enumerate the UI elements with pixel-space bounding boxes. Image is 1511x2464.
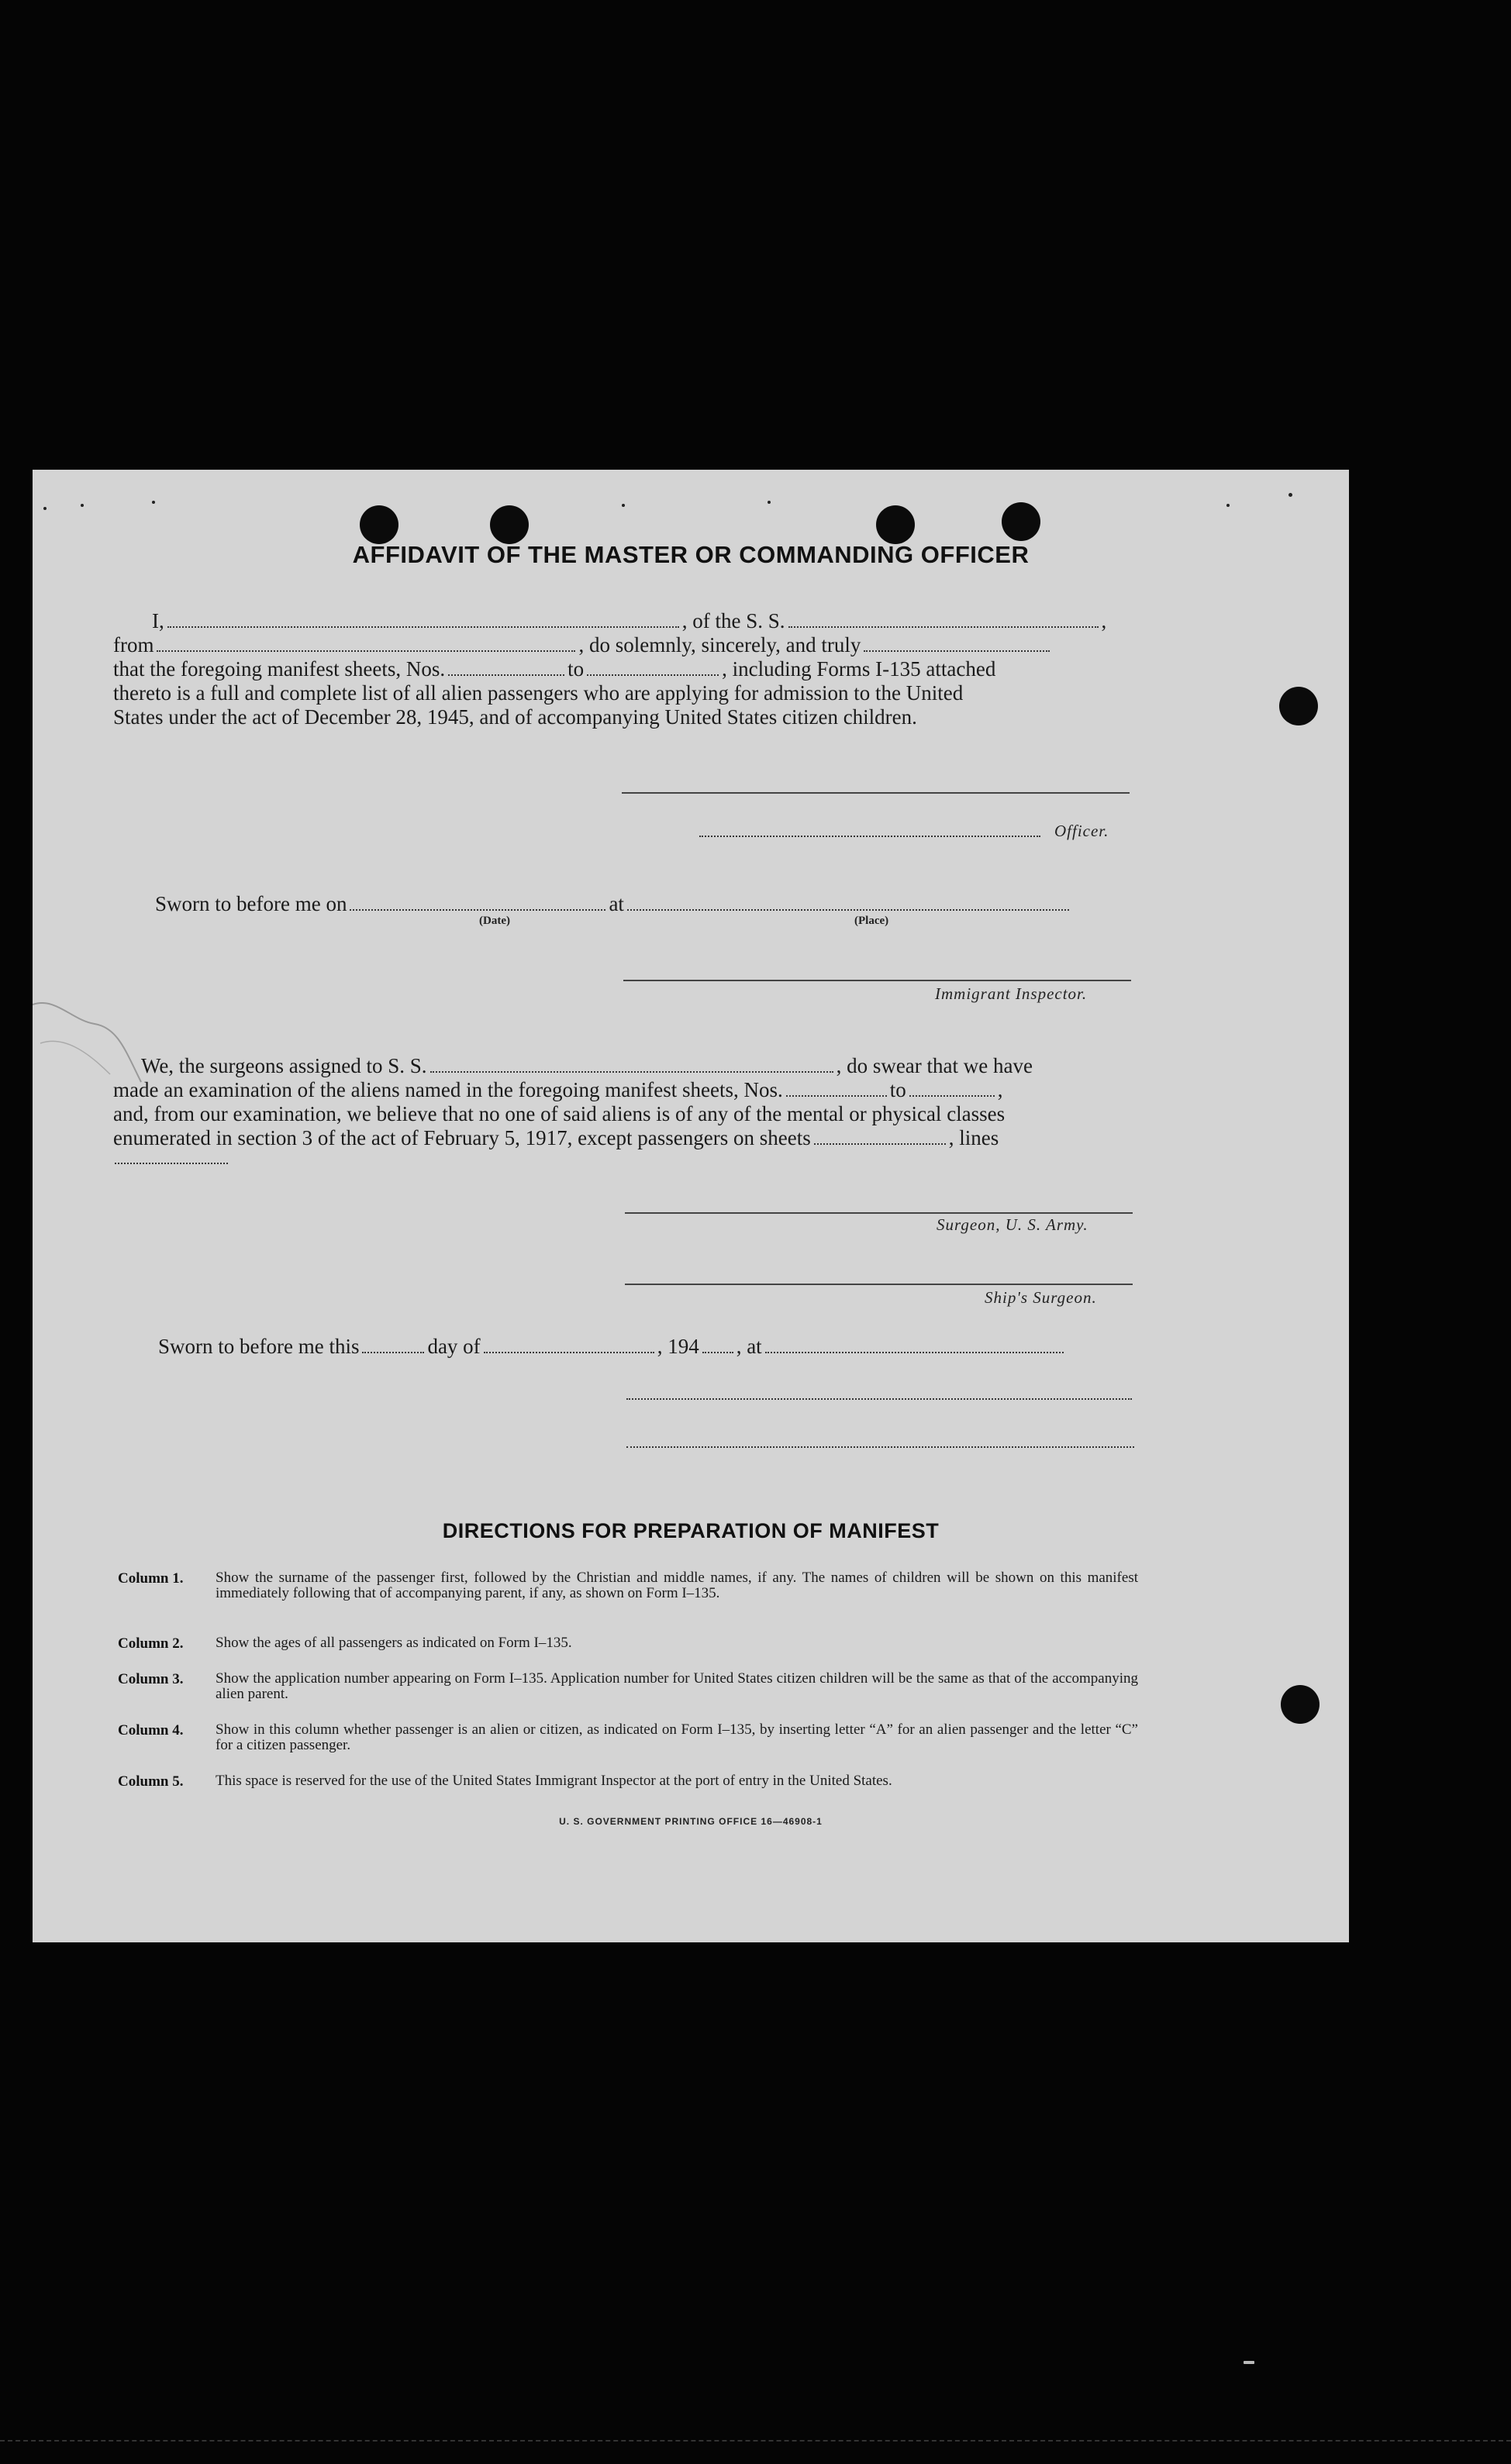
surgeons-line-1 bbox=[141, 1054, 1033, 1077]
manifest-form-sheet bbox=[33, 470, 1349, 1942]
directions-title: DIRECTIONS FOR PREPARATION OF MANIFEST bbox=[442, 1519, 940, 1542]
scan-artifact bbox=[1244, 2361, 1254, 2364]
direction-text: Show the application number appearing on Form I–135. Application number for United States citizen children will be the same as that of the accompanying alien parent. bbox=[216, 1670, 1138, 1702]
text: at bbox=[609, 892, 624, 915]
army-surgeon-caption: Surgeon, U. S. Army. bbox=[937, 1215, 1088, 1234]
speck bbox=[152, 501, 155, 504]
punch-hole-top-left bbox=[360, 505, 398, 544]
speck bbox=[1288, 493, 1292, 497]
direction-text: This space is reserved for the use of the United States Immigrant Inspector at the port of entry in the United States. bbox=[216, 1773, 892, 1789]
surgeons-line-3: and, from our examination, we believe that no one of said aliens is of any of the mental or physical classes bbox=[113, 1102, 1006, 1125]
except-lines-field[interactable] bbox=[115, 1163, 228, 1164]
text: , bbox=[1101, 609, 1107, 632]
ship-surgeon-signature-line[interactable] bbox=[625, 1284, 1133, 1285]
torn-edge-mark bbox=[33, 997, 149, 1090]
speck bbox=[1226, 504, 1230, 507]
text: We, the surgeons assigned to S. S. bbox=[141, 1054, 427, 1077]
text: that the foregoing manifest sheets, Nos. bbox=[113, 657, 446, 681]
speck bbox=[81, 504, 84, 507]
affidavit-line-5: States under the act of December 28, 1945, and of accompanying United States citizen children. bbox=[113, 705, 917, 729]
text: , 194 bbox=[657, 1335, 699, 1358]
sworn-this-line bbox=[158, 1335, 1067, 1358]
army-surgeon-signature-line[interactable] bbox=[625, 1212, 1133, 1214]
text: day of bbox=[427, 1335, 481, 1358]
sworn-signature-line-1[interactable] bbox=[626, 1398, 1132, 1400]
sworn-at-field[interactable] bbox=[765, 1336, 1064, 1353]
direction-text: Show the ages of all passengers as indicated on Form I–135. bbox=[216, 1635, 572, 1651]
direction-label: Column 5. bbox=[118, 1773, 184, 1790]
officer-signature-line-1[interactable] bbox=[622, 792, 1130, 794]
sworn-day-field[interactable] bbox=[362, 1336, 424, 1353]
surgeons-line-4 bbox=[113, 1126, 999, 1149]
punch-hole-top-right-b bbox=[1002, 502, 1040, 541]
exam-sheet-to-field[interactable] bbox=[909, 1080, 995, 1097]
sworn-month-field[interactable] bbox=[484, 1336, 654, 1353]
affidavit-line-1 bbox=[152, 609, 1106, 632]
text: I, bbox=[152, 609, 164, 632]
affidavit-line-2 bbox=[113, 633, 1053, 656]
text: , do solemnly, sincerely, and truly bbox=[578, 633, 861, 656]
printing-office-footer: U. S. GOVERNMENT PRINTING OFFICE 16—46908-1 bbox=[559, 1816, 823, 1827]
direction-label: Column 3. bbox=[118, 1671, 184, 1687]
text: to bbox=[567, 657, 585, 681]
port-from-field[interactable] bbox=[157, 635, 575, 652]
text: , at bbox=[736, 1335, 762, 1358]
affidavit-line-3 bbox=[113, 657, 995, 681]
officer-caption: Officer. bbox=[1054, 822, 1109, 840]
text: , bbox=[997, 1078, 1003, 1101]
master-name-field[interactable] bbox=[167, 611, 679, 628]
exam-sheet-from-field[interactable] bbox=[786, 1080, 887, 1097]
ship-name-field[interactable] bbox=[788, 611, 1099, 628]
sworn-before-line bbox=[155, 892, 1072, 915]
place-caption: (Place) bbox=[854, 915, 889, 927]
text: made an examination of the aliens named in the foregoing manifest sheets, Nos. bbox=[113, 1078, 783, 1101]
text: from bbox=[113, 633, 154, 656]
speck bbox=[768, 501, 771, 504]
direction-text: Show in this column whether passenger is an alien or citizen, as indicated on Form I–135, by inserting letter “A” for an alien passenger and the letter “C” for a citizen passenger. bbox=[216, 1721, 1138, 1753]
sworn-place-field[interactable] bbox=[627, 894, 1069, 911]
affidavit-title: AFFIDAVIT OF THE MASTER OR COMMANDING OFFICER bbox=[352, 541, 1030, 568]
punch-hole-right-lower bbox=[1281, 1685, 1320, 1724]
surgeon-ship-field[interactable] bbox=[430, 1056, 833, 1073]
text: , of the S. S. bbox=[681, 609, 785, 632]
text: , lines bbox=[948, 1126, 999, 1149]
punch-hole-top-center bbox=[490, 505, 529, 544]
sworn-date-field[interactable] bbox=[350, 894, 605, 911]
officer-signature-line-2[interactable] bbox=[699, 836, 1040, 837]
date-caption: (Date) bbox=[479, 915, 510, 927]
text: Sworn to before me on bbox=[155, 892, 347, 915]
direction-text: Show the surname of the passenger first, followed by the Christian and middle names, if any. The names of children will be shown on this manifest immediately following that of accompanying parent, if any, as shown on Form I–135. bbox=[216, 1570, 1138, 1601]
inspector-signature-line[interactable] bbox=[623, 980, 1131, 981]
sheet-to-field[interactable] bbox=[587, 659, 719, 676]
text: Sworn to before me this bbox=[158, 1335, 360, 1358]
sworn-signature-line-2[interactable] bbox=[626, 1446, 1134, 1448]
text: , including Forms I-135 attached bbox=[722, 657, 996, 681]
direction-label: Column 4. bbox=[118, 1722, 184, 1739]
inspector-caption: Immigrant Inspector. bbox=[935, 984, 1088, 1003]
affidavit-line-4: thereto is a full and complete list of all alien passengers who are applying for admission to the United bbox=[113, 681, 964, 705]
ship-surgeon-caption: Ship's Surgeon. bbox=[985, 1288, 1097, 1307]
text: enumerated in section 3 of the act of February 5, 1917, except passengers on sheets bbox=[113, 1126, 811, 1149]
text: , do swear that we have bbox=[836, 1054, 1033, 1077]
swear-field[interactable] bbox=[864, 635, 1050, 652]
speck bbox=[622, 504, 625, 507]
sworn-year-field[interactable] bbox=[702, 1336, 733, 1353]
punch-hole-top-right-a bbox=[876, 505, 915, 544]
surgeons-line-2 bbox=[113, 1078, 1003, 1101]
direction-label: Column 2. bbox=[118, 1635, 184, 1652]
sheet-from-field[interactable] bbox=[448, 659, 564, 676]
punch-hole-right-upper bbox=[1279, 687, 1318, 725]
scan-bottom-edge bbox=[0, 2440, 1511, 2442]
direction-label: Column 1. bbox=[118, 1570, 184, 1587]
speck bbox=[43, 507, 47, 510]
text: to bbox=[889, 1078, 906, 1101]
except-sheets-field[interactable] bbox=[814, 1128, 946, 1145]
